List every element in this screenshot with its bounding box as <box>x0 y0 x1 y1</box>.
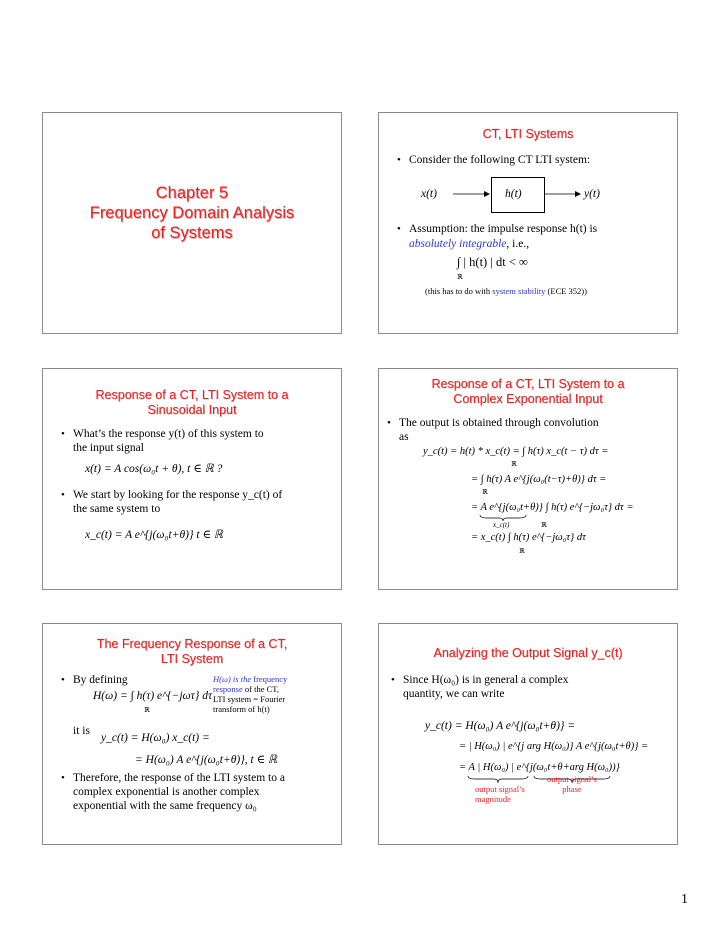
magnitude-label: output signal’s magnitude <box>475 784 525 804</box>
frequency-response-definition: H(ω) = ∫ h(τ) e^{−jωτ} dτ <box>93 690 213 702</box>
convolution-equation-4: = x_c(t) ∫ h(τ) e^{−jω₀τ} dτ <box>471 532 586 543</box>
bullet-text: Consider the following CT LTI system: <box>409 154 591 166</box>
output-equation-2: = | H(ω₀) | e^{j arg H(ω₀)} A e^{j(ω₀t+θ)} = <box>459 741 649 752</box>
slide-title: Analyzing the Output Signal y_c(t) <box>433 646 623 660</box>
chapter-line: Frequency Domain Analysis <box>89 204 295 222</box>
domain-symbol: ℝ <box>144 706 150 714</box>
bullet-icon: • <box>397 154 401 166</box>
slide-title: CT, LTI Systems <box>482 127 574 141</box>
bullet-icon: • <box>397 223 401 235</box>
domain-symbol: ℝ <box>511 460 517 468</box>
bullet-icon: • <box>61 772 65 784</box>
bullet-text: Therefore, the response of the LTI system to a complex exponential is another complex exponential with the same frequency ω₀ <box>73 772 285 812</box>
complex-exponential-equation: x_c(t) = A e^{j(ω₀t+θ)} t ∈ ℝ <box>85 529 223 541</box>
page-number: 1 <box>681 892 688 907</box>
magnitude-underbrace-icon <box>467 776 529 783</box>
bullet-icon: • <box>387 417 391 429</box>
emphasis-text: absolutely integrable <box>409 238 507 250</box>
slide-ct-lti-systems <box>378 112 678 334</box>
slide-output-signal-analysis <box>378 623 678 845</box>
slide-complex-exponential-response <box>378 368 678 590</box>
slide-title: The Frequency Response of a CT, LTI System <box>96 637 288 666</box>
slide-frequency-response <box>42 623 342 845</box>
slide-chapter-title <box>42 112 342 334</box>
phase-label: output signal’s phase <box>547 774 597 794</box>
bullet-text: We start by looking for the response y_c(t) of the same system to <box>73 489 283 515</box>
domain-symbol: ℝ <box>457 273 463 281</box>
stability-link[interactable]: system stability <box>492 286 546 296</box>
underbrace-label: x_c(t) <box>493 521 510 529</box>
output-arrow-icon <box>544 188 582 200</box>
it-is-text: it is <box>73 725 90 737</box>
bullet-icon: • <box>61 428 65 440</box>
bullet-icon: • <box>391 674 395 686</box>
domain-symbol: ℝ <box>482 488 488 496</box>
bullet-text: The output is obtained through convolution as <box>399 417 599 443</box>
output-equation-3: = A | H(ω₀) | e^{j(ω₀t+θ+arg H(ω₀))} <box>459 762 620 773</box>
bullet-text: Assumption: the impulse response h(t) is <box>409 223 598 235</box>
bullet-text: Since H(ω₀) is in general a complex quantity, we can write <box>403 674 569 700</box>
input-arrow-icon <box>453 188 491 200</box>
output-equation-2: = H(ω₀) A e^{j(ω₀t+θ)}, t ∈ ℝ <box>135 754 278 766</box>
definition-side-note: H(ω) is the frequency response of the CT, LTI system = Fourier transform of h(t) <box>213 674 288 714</box>
slide-title: Response of a CT, LTI System to a Complex Exponential Input <box>431 377 625 406</box>
convolution-equation-2: = ∫ h(τ) A e^{j(ω₀(t−τ)+θ)} dτ = <box>471 474 607 485</box>
input-signal-equation: x(t) = A cos(ω₀t + θ), t ∈ ℝ ? <box>85 463 223 475</box>
slide-title: Response of a CT, LTI System to a Sinusoidal Input <box>95 388 289 417</box>
chapter-title <box>43 183 341 243</box>
domain-symbol: ℝ <box>541 521 547 529</box>
stability-note: (this has to do with system stability (ECE 352)) <box>425 286 587 296</box>
system-label: h(t) <box>505 188 522 200</box>
chapter-line: of Systems <box>151 224 233 242</box>
integrability-condition: ∫ | h(t) | dt < ∞ <box>457 255 528 269</box>
bullet-text: By defining <box>73 674 128 686</box>
output-signal-label: y(t) <box>584 188 600 200</box>
convolution-equation-3: = A e^{j(ω₀t+θ)} ∫ h(τ) e^{−jω₀τ} dτ = <box>471 502 634 513</box>
bullet-text-continued: absolutely integrable, i.e., <box>409 238 530 250</box>
bullet-icon: • <box>61 489 65 501</box>
chapter-line: Chapter 5 <box>155 184 229 202</box>
bullet-icon: • <box>61 674 65 686</box>
output-equation-1: y_c(t) = H(ω₀) A e^{j(ω₀t+θ)} = <box>425 720 576 732</box>
convolution-equation-1: y_c(t) = h(t) * x_c(t) = ∫ h(τ) x_c(t − τ) dτ = <box>423 446 609 457</box>
slide-sinusoidal-response <box>42 368 342 590</box>
domain-symbol: ℝ <box>519 547 525 555</box>
bullet-text: What’s the response y(t) of this system to the input signal <box>73 428 264 454</box>
input-signal-label: x(t) <box>421 188 437 200</box>
output-equation-1: y_c(t) = H(ω₀) x_c(t) = <box>101 732 210 744</box>
